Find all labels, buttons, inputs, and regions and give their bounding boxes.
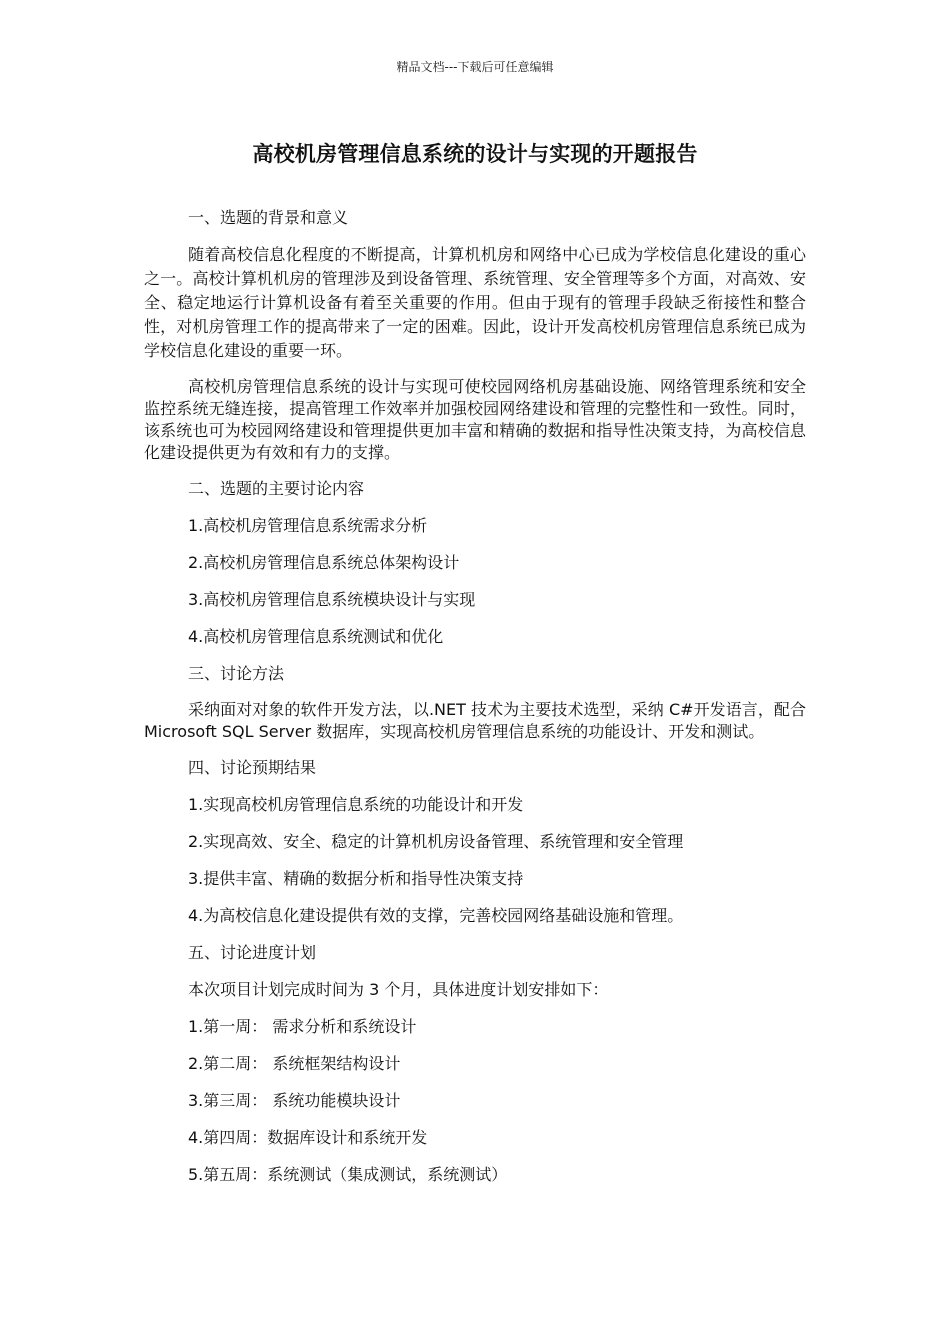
schedule-item: 3.第三周： 系统功能模块设计: [188, 1091, 401, 1110]
document-body: [144, 206, 806, 1200]
schedule-item: 4.第四周：数据库设计和系统开发: [188, 1128, 428, 1147]
schedule-item: 5.第五周：系统测试（集成测试，系统测试）: [188, 1165, 508, 1184]
document-title: 高校机房管理信息系统的设计与实现的开题报告: [252, 142, 698, 166]
header-note: 精品文档---下载后可任意编辑: [396, 60, 554, 74]
list-item: 4.为高校信息化建设提供有效的支撑，完善校园网络基础设施和管理。: [188, 906, 684, 925]
section-heading-expected-results: 四、讨论预期结果: [188, 758, 317, 777]
list-item: 4.高校机房管理信息系统测试和优化: [188, 627, 444, 646]
schedule-intro: 本次项目计划完成时间为 3 个月，具体进度计划安排如下：: [188, 980, 609, 999]
list-item: 3.高校机房管理信息系统模块设计与实现: [188, 590, 476, 609]
schedule-item: 2.第二周： 系统框架结构设计: [188, 1054, 401, 1073]
list-item: 1.高校机房管理信息系统需求分析: [188, 516, 428, 535]
paragraph-significance: 高校机房管理信息系统的设计与实现可使校园网络机房基础设施、网络管理系统和安全监控系统无缝连接，提高管理工作效率并加强校园网络建设和管理的完整性和一致性。同时，该系统也可为校园网络建设和管理提供更加丰富和精确的数据和指导性决策支持，为高校信息化建设提供更为有效和有力的支撑。: [144, 377, 806, 462]
paragraph-background: 随着高校信息化程度的不断提高，计算机机房和网络中心已成为学校信息化建设的重心之一。高校计算机机房的管理涉及到设备管理、系统管理、安全管理等多个方面，对高效、安全、稳定地运行计算机设备有着至关重要的作用。但由于现有的管理手段缺乏衔接性和整合性，对机房管理工作的提高带来了一定的困难。因此，设计开发高校机房管理信息系统已成为学校信息化建设的重要一环。: [144, 245, 806, 360]
paragraph-method: 采纳面对对象的软件开发方法，以.NET 技术为主要技术选型，采纳 C#开发语言，配合 Microsoft SQL Server 数据库，实现高校机房管理信息系统的功能设计、开发和测试。: [144, 700, 806, 741]
section-heading-background: 一、选题的背景和意义: [188, 208, 349, 227]
list-item: 1.实现高校机房管理信息系统的功能设计和开发: [188, 795, 524, 814]
section-heading-main-content: 二、选题的主要讨论内容: [188, 479, 365, 498]
section-heading-schedule: 五、讨论进度计划: [188, 943, 317, 962]
schedule-item: 1.第一周： 需求分析和系统设计: [188, 1017, 417, 1036]
list-item: 2.高校机房管理信息系统总体架构设计: [188, 553, 460, 572]
list-item: 3.提供丰富、精确的数据分析和指导性决策支持: [188, 869, 524, 888]
section-heading-method: 三、讨论方法: [188, 664, 285, 683]
list-item: 2.实现高效、安全、稳定的计算机机房设备管理、系统管理和安全管理: [188, 832, 684, 851]
